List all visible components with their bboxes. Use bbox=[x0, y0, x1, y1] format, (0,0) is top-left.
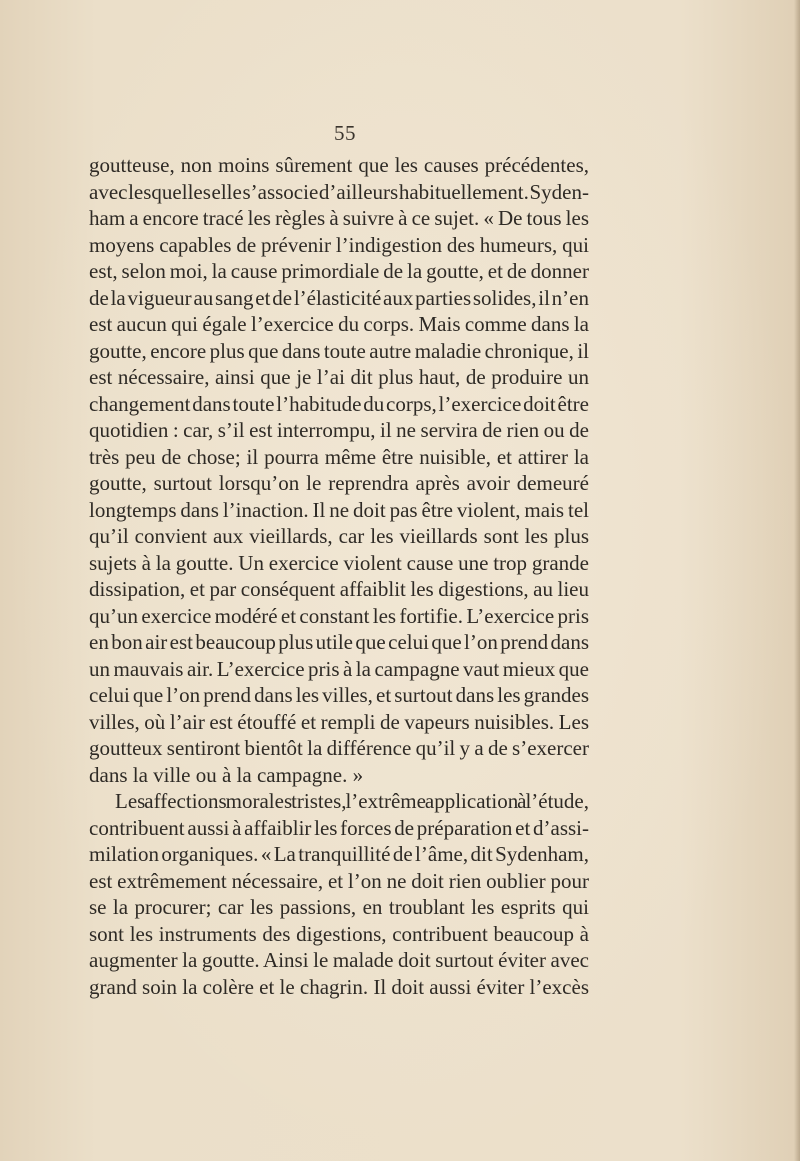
text-line: grand soin la colère et le chagrin. Il doit aussi éviter l’excès bbox=[89, 974, 589, 999]
text-line: est, selon moi, la cause primordiale de la goutte, et de donner bbox=[89, 259, 589, 283]
text-line: est aucun qui égale l’exercice du corps. Mais comme dans la bbox=[89, 312, 589, 336]
text-line: celui que l’on prend dans les villes, et surtout dans les grandes bbox=[89, 683, 589, 707]
text-line: est nécessaire, ainsi que je l’ai dit plus haut, de produire un bbox=[89, 365, 589, 389]
text-line: de la vigueur au sang et de l’élasticité aux parties solides, il n’en bbox=[89, 285, 589, 310]
text-line: un mauvais air. L’exercice pris à la campagne vaut mieux que bbox=[89, 656, 589, 681]
text-line: quotidien : car, s’il est interrompu, il ne servira de rien ou de bbox=[89, 418, 589, 442]
text-line: contribuent aussi à affaiblir les forces de préparation et d’assi- bbox=[89, 815, 589, 840]
text-line: goutte, surtout lorsqu’on le reprendra après avoir demeuré bbox=[89, 471, 589, 495]
text-line: très peu de chose; il pourra même être nuisible, et attirer la bbox=[89, 444, 589, 469]
text-line: villes, où l’air est étouffé et rempli de vapeurs nuisibles. Les bbox=[89, 709, 589, 734]
body-text bbox=[89, 152, 589, 1000]
page-number: 55 bbox=[334, 121, 356, 145]
text-line: longtemps dans l’inaction. Il ne doit pas être violent, mais tel bbox=[89, 497, 589, 522]
text-line: dissipation, et par conséquent affaiblit les digestions, au lieu bbox=[89, 577, 589, 601]
text-line: en bon air est beaucoup plus utile que celui que l’on prend dans bbox=[89, 630, 589, 654]
text-line: qu’un exercice modéré et constant les fortifie. L’exercice pris bbox=[89, 603, 589, 628]
page-edge-shadow bbox=[794, 0, 800, 1161]
text-line: augmenter la goutte. Ainsi le malade doit surtout éviter avec bbox=[89, 948, 589, 972]
text-line: sujets à la goutte. Un exercice violent cause une trop grande bbox=[89, 550, 589, 575]
text-line: qu’il convient aux vieillards, car les vieillards sont les plus bbox=[89, 524, 589, 548]
text-line: moyens capables de prévenir l’indigestion des humeurs, qui bbox=[89, 232, 589, 257]
text-line: goutteux sentiront bientôt la différence qu’il y a de s’exercer bbox=[89, 736, 589, 760]
text-line: est extrêmement nécessaire, et l’on ne doit rien oublier pour bbox=[89, 868, 589, 893]
text-line: dans la ville ou à la campagne. » bbox=[89, 762, 364, 787]
text-line: se la procurer; car les passions, en troublant les esprits qui bbox=[89, 895, 589, 919]
text-line: goutteuse, non moins sûrement que les causes précédentes, bbox=[89, 153, 589, 177]
text-line: goutte, encore plus que dans toute autre maladie chronique, il bbox=[89, 338, 589, 363]
text-line: changement dans toute l’habitude du corps, l’exercice doit être bbox=[89, 391, 589, 416]
text-line: sont les instruments des digestions, contribuent beaucoup à bbox=[89, 921, 589, 946]
text-line: avec lesquelles elle s’associe d’ailleurs habituellement. Syden- bbox=[89, 179, 589, 204]
text-line: milation organiques. « La tranquillité de l’âme, dit Sydenham, bbox=[89, 842, 589, 866]
text-line: ham a encore tracé les règles à suivre à ce sujet. « De tous les bbox=[89, 206, 589, 230]
paragraph-start-line: Les affections morales tristes, l’extrême application à l’étude, bbox=[115, 789, 589, 813]
